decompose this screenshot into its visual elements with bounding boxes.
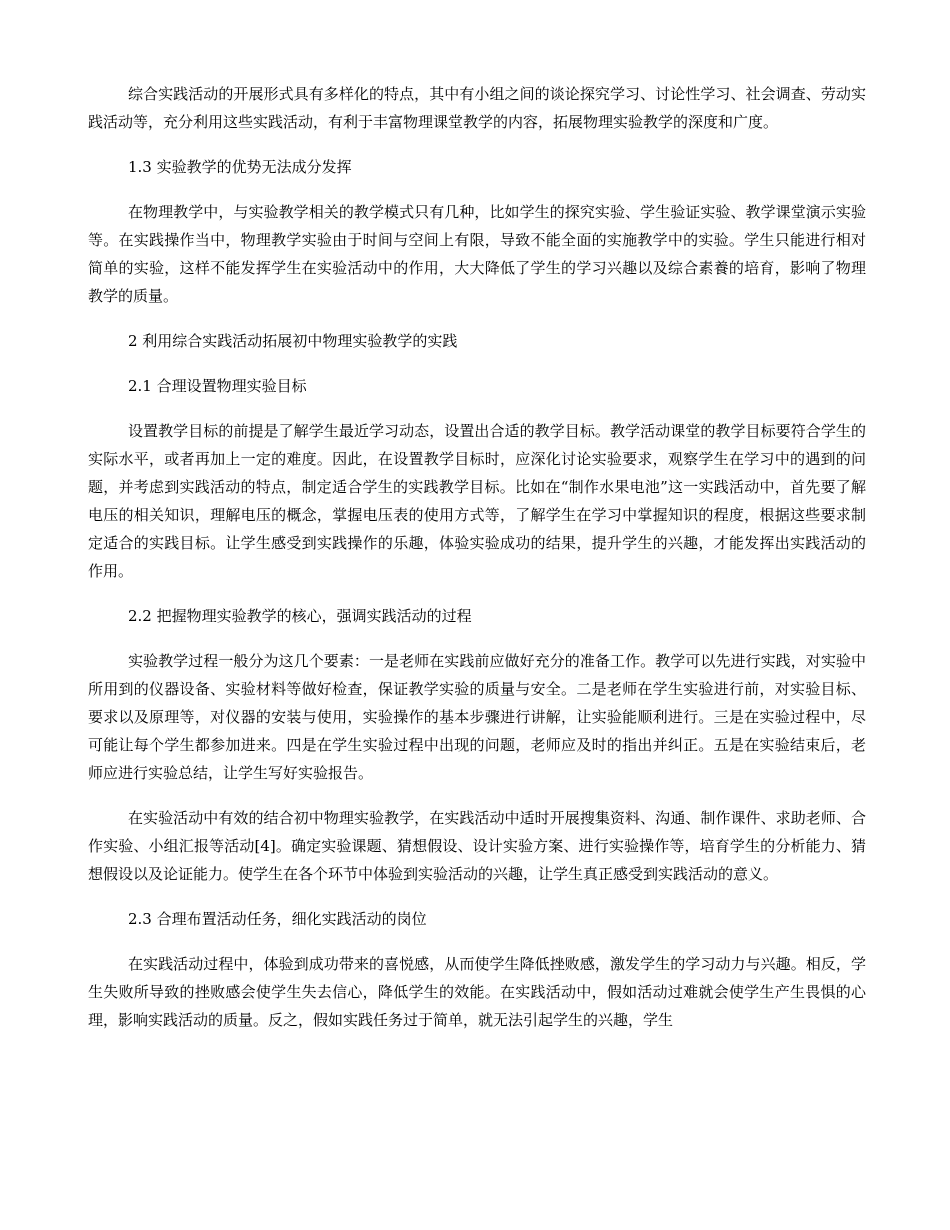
paragraph-2-2-body-1: 实验教学过程一般分为这几个要素：一是老师在实践前应做好充分的准备工作。教学可以先进行实践，对实验中所用到的仪器设备、实验材料等做好检查，保证教学实验的质量与安全。二是老师在学生实验进行前，对实验目标、要求以及原理等，对仪器的安装与使用，实验操作的基本步骤进行讲解，让实验能顺利进行。三是在实验过程中，尽可能让每个学生都参加进来。四是在学生实验过程中出现的问题，老师应及时的指出并纠正。五是在实验结束后，老师应进行实验总结，让学生写好实验报告。 bbox=[88, 652, 866, 782]
paragraph-intro: 综合实践活动的开展形式具有多样化的特点，其中有小组之间的谈论探究学习、讨论性学习、社会调查、劳动实践活动等，充分利用这些实践活动，有利于丰富物理课堂教学的内容，拓展物理实验教学的深度和广度。 bbox=[88, 85, 866, 131]
document-page bbox=[88, 80, 866, 1051]
section-heading-2-3: 2.3 合理布置活动任务，细化实践活动的岗位 bbox=[128, 910, 427, 928]
section-heading-2: 2 利用综合实践活动拓展初中物理实验教学的实践 bbox=[128, 332, 458, 350]
section-heading-2-2: 2.2 把握物理实验教学的核心，强调实践活动的过程 bbox=[128, 607, 472, 625]
paragraph-2-2-body-2: 在实验活动中有效的结合初中物理实验教学，在实践活动中适时开展搜集资料、沟通、制作课件、求助老师、合作实验、小组汇报等活动[4]。确定实验课题、猜想假设、设计实验方案、进行实验操作等，培育学生的分析能力、猜想假设以及论证能力。使学生在各个环节中体验到实验活动的兴趣，让学生真正感受到实践活动的意义。 bbox=[88, 809, 866, 883]
paragraph-2-3-body: 在实践活动过程中，体验到成功带来的喜悦感，从而使学生降低挫败感，激发学生的学习动力与兴趣。相反，学生失败所导致的挫败感会使学生失去信心，降低学生的效能。在实践活动中，假如活动过难就会使学生产生畏惧的心理，影响实践活动的质量。反之，假如实践任务过于简单，就无法引起学生的兴趣，学生 bbox=[88, 955, 866, 1029]
paragraph-2-1-body: 设置教学目标的前提是了解学生最近学习动态，设置出合适的教学目标。教学活动课堂的教学目标要符合学生的实际水平，或者再加上一定的难度。因此，在设置教学目标时，应深化讨论实验要求，观察学生在学习中的遇到的问题，并考虑到实践活动的特点，制定适合学生的实践教学目标。比如在“制作水果电池”这一实践活动中，首先要了解电压的相关知识，理解电压的概念，掌握电压表的使用方式等，了解学生在学习中掌握知识的程度，根据这些要求制定适合的实践目标。让学生感受到实践操作的乐趣，体验实验成功的结果，提升学生的兴趣，才能发挥出实践活动的作用。 bbox=[88, 422, 866, 580]
section-heading-2-1: 2.1 合理设置物理实验目标 bbox=[128, 377, 307, 395]
section-heading-1-3: 1.3 实验教学的优势无法成分发挥 bbox=[128, 158, 352, 176]
paragraph-1-3-body: 在物理教学中，与实验教学相关的教学模式只有几种，比如学生的探究实验、学生验证实验、教学课堂演示实验等。在实践操作当中，物理教学实验由于时间与空间上有限，导致不能全面的实施教学中的实验。学生只能进行相对简单的实验，这样不能发挥学生在实验活动中的作用，大大降低了学生的学习兴趣以及综合素養的培育，影响了物理教学的质量。 bbox=[88, 203, 866, 305]
